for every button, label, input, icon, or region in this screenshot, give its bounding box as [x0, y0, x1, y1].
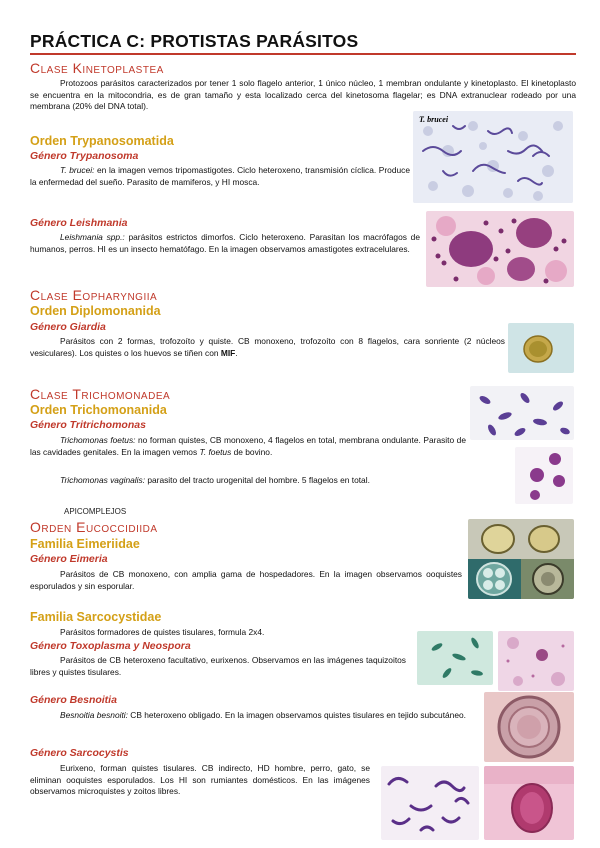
giardia-text [30, 336, 505, 359]
genero-besnoitia-heading: Género Besnoitia [30, 694, 117, 706]
page-title: PRÁCTICA C: PROTISTAS PARÁSITOS [30, 31, 359, 51]
giardia-micrograph [508, 323, 574, 373]
trichomonas-vaginalis-image [515, 447, 573, 504]
leishmania-micrograph [426, 211, 574, 287]
giardia-desc-end: . [235, 347, 238, 358]
orden-eucoccidiida-heading: Orden Eucoccidiida [30, 519, 158, 535]
clase-kinetoplastea-heading: Clase Kinetoplastea [30, 60, 164, 76]
genero-leishmania-heading: Género Leishmania [30, 217, 128, 229]
giardia-mif: MIF [220, 347, 236, 358]
eimeria-micrograph [468, 519, 574, 599]
clase-trichomonadea-heading: Clase Trichomonadea [30, 386, 171, 402]
kinetoplastea-intro [30, 78, 576, 113]
clase-eopharyngiia-heading: Clase Eopharyngiia [30, 287, 158, 303]
besnoitia-text [30, 710, 480, 722]
t-foetus-species: Trichomonas foetus: [60, 435, 136, 445]
t-foetus-desc: no forman quistes, CB monoxeno, 4 flagelos en total, membrana ondulante. Parasito de las cavidades genitales. En la imagen vemos [30, 435, 466, 457]
genero-sarcocystis-heading: Género Sarcocystis [30, 747, 129, 759]
giardia-desc: Parásitos con 2 formas, trofozoíto y quiste. CB monoxeno, trofozoíto con 8 flagelos, cara sonriente (2 núcleos vesiculares). Los quistes o los huevos se tiñen con [30, 336, 505, 358]
sarcocystis-text: Eurixeno, forman quistes tisulares. CB indirecto, HD hombre, perro, gato, se eliminan ooquistes esporulados. Los HI son rumiantes domésticos. En las imágenes observamos microquistes y zoitos libres. [30, 763, 370, 797]
trichomonas-foetus-text [30, 435, 466, 458]
eimeria-image [468, 519, 574, 599]
orden-trypanosomatida-heading: Orden Trypanosomatida [30, 134, 174, 148]
t-brucei-label: T. brucei [419, 115, 449, 124]
leishmania-image [426, 211, 574, 287]
t-foetus-desc-end: de bovino. [231, 446, 273, 457]
besnoitia-micrograph [484, 692, 574, 762]
toxoplasma-tachyzoites-image [417, 631, 493, 685]
leishmania-text [30, 232, 420, 255]
sarcocystis-cyst-micrograph [484, 766, 574, 840]
sarcocystis-zoites-image [381, 766, 479, 840]
leishmania-species: Leishmania spp.: [60, 232, 125, 242]
leishmania-desc: parásitos estrictos dimorfos. Ciclo heteroxeno. Parasitan los macrófagos de humanos, perros. HI es un insecto hematófago. En la imagen observamos amastigotes extracelulares. [30, 232, 420, 254]
sarcocystis-cyst-image [484, 766, 574, 840]
sarcocystis-zoites-micrograph [381, 766, 479, 840]
sarcocystidae-text: Parásitos formadores de quistes tisulares, formula 2x4. [60, 627, 265, 637]
familia-sarcocystidae-heading: Familia Sarcocystidae [30, 610, 162, 624]
genero-trypanosoma-heading: Género Trypanosoma [30, 150, 139, 162]
trichomonas-foetus-micrograph [470, 386, 574, 440]
eimeria-text: Parásitos de CB monoxeno, con amplia gama de hospedadores. En la imagen observamos ooquistes esporulados y sin esporular. [30, 569, 462, 591]
apicomplejos-label: APICOMPLEJOS [64, 507, 127, 516]
giardia-image [508, 323, 574, 373]
t-foetus-italic: T. foetus [199, 446, 232, 457]
familia-eimeriidae-heading: Familia Eimeriidae [30, 537, 140, 551]
trypanosoma-micrograph [413, 111, 573, 203]
trichomonas-vaginalis-micrograph [515, 447, 573, 504]
toxoplasma-cyst-image [498, 631, 574, 691]
title-underline [30, 53, 576, 55]
genero-tritrichomonas-heading: Género Tritrichomonas [30, 419, 146, 431]
kinetoplastea-intro-text: Protozoos parásitos caracterizados por tener 1 solo flagelo anterior, 1 único núcleo, 1 membran ondulante y kinetoplasto. El kinetoplasto se encuentra en la mitocondria, es de gran tamaño y esta localizado cerca del kinetosoma flagelar; es DNA extranuclear rodeado por una membrana (20% del DNA total). [30, 78, 576, 112]
toxoplasma-text: Parásitos de CB heteroxeno facultativo, eurixenos. Observamos en las imágenes taquizoitos libres y quistes tisulares. [30, 655, 406, 677]
tachyzoites-micrograph [417, 631, 493, 685]
orden-trichomonanida-heading: Orden Trichomonanida [30, 403, 167, 417]
trypanosoma-species: T. brucei: [60, 165, 95, 175]
trypanosoma-brucei-image [413, 111, 573, 203]
genero-toxoplasma-neospora-heading: Género Toxoplasma y Neospora [30, 640, 191, 652]
t-vaginalis-species: Trichomonas vaginalis: [60, 475, 146, 485]
tissue-cyst-micrograph [498, 631, 574, 691]
trypanosoma-text [30, 165, 410, 188]
besnoitia-desc: CB heteroxeno obligado. En la imagen observamos quistes tisulares en tejido subcutáneo. [127, 710, 466, 720]
genero-eimeria-heading: Género Eimeria [30, 553, 108, 565]
genero-giardia-heading: Género Giardia [30, 321, 106, 333]
trichomonas-vaginalis-text [30, 475, 510, 487]
besnoitia-species: Besnoitia besnoiti: [60, 710, 128, 720]
trichomonas-foetus-image [470, 386, 574, 440]
t-vaginalis-desc: parasito del tracto urogenital del hombre. 5 flagelos en total. [145, 475, 370, 485]
besnoitia-image [484, 692, 574, 762]
trypanosoma-desc: en la imagen vemos tripomastigotes. Ciclo heteroxeno, transmisión cíclica. Produce la enfermedad del sueño. Parasito de mamiferos, y HI mosca. [30, 165, 411, 187]
orden-diplomonanida-heading: Orden Diplomonanida [30, 304, 161, 318]
